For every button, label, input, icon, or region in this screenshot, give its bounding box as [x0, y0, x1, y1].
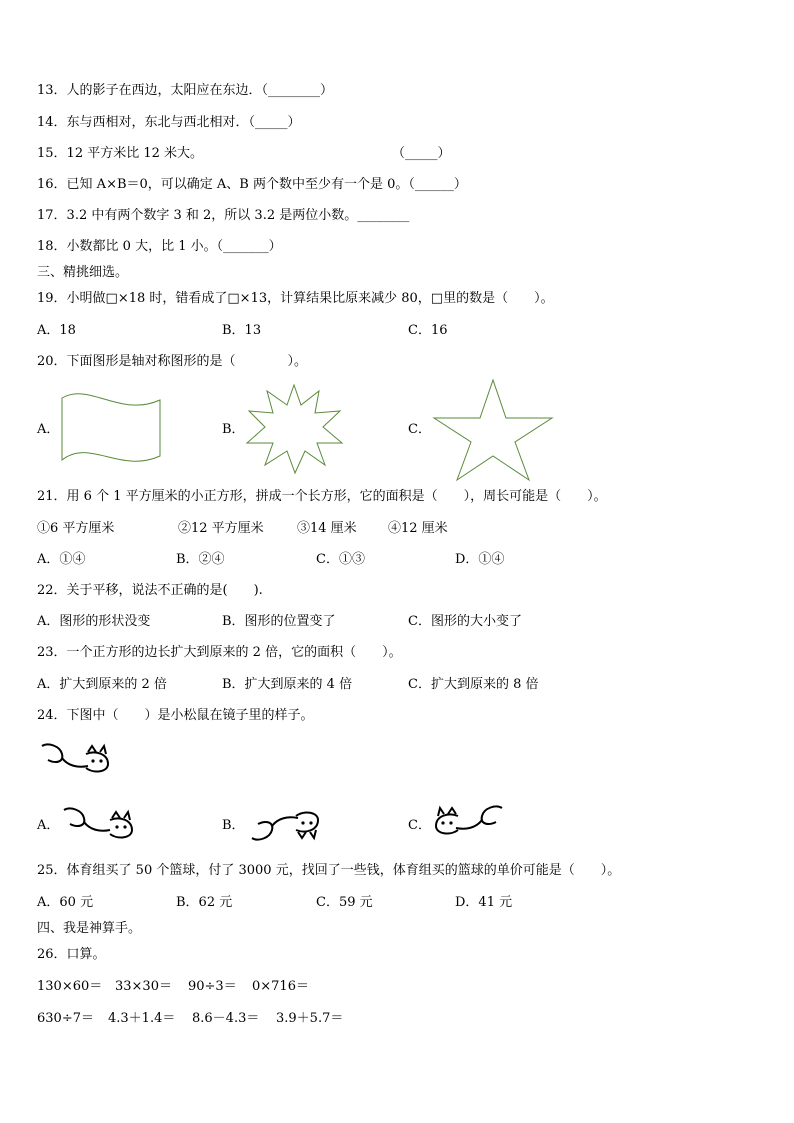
- q19-option-b: B．13: [222, 323, 262, 338]
- question-13: 13．人的影子在西边，太阳应在东边．（________）: [37, 83, 334, 98]
- q25-option-b: B．62 元: [176, 895, 233, 910]
- q25-option-c: C．59 元: [316, 895, 373, 910]
- question-19: 19．小明做□×18 时，错看成了□×13，计算结果比原来减少 80，□里的数是（ ）。: [37, 291, 554, 306]
- question-21: 21．用 6 个 1 平方厘米的小正方形，拼成一个长方形，它的面积是（ ），周长可能是（ ）。: [37, 489, 607, 504]
- section-3-heading: 三、精挑细选。: [37, 265, 129, 280]
- question-22: 22．关于平移，说法不正确的是( ).: [37, 583, 263, 598]
- five-point-star-shape: [432, 378, 554, 482]
- q21-item-1: ①6 平方厘米: [37, 521, 115, 536]
- q24-option-a: A．: [37, 818, 60, 833]
- q24-option-c: C．: [408, 818, 431, 833]
- calc-item: 8.6－4.3＝: [192, 1011, 260, 1026]
- section-4-heading: 四、我是神算手。: [37, 921, 142, 936]
- calc-item: 3.9＋5.7＝: [276, 1011, 344, 1026]
- q22-option-a: A．图形的形状没变: [37, 614, 151, 629]
- question-24: 24．下图中（ ）是小松鼠在镜子里的样子。: [37, 708, 314, 723]
- question-18: 18．小数都比 0 大，比 1 小。（_______）: [37, 239, 282, 254]
- squirrel-option-c-icon: [432, 802, 506, 842]
- question-25: 25．体育组买了 50 个篮球，付了 3000 元，找回了一些钱，体育组买的篮球的单价可能是（ ）。: [37, 863, 621, 878]
- q21-item-2: ②12 平方厘米: [178, 521, 264, 536]
- q21-option-b: B．②④: [176, 552, 225, 567]
- calc-item: 0×716＝: [252, 979, 309, 994]
- question-16: 16．已知 A×B＝0，可以确定 A、B 两个数中至少有一个是 0。（______）: [37, 177, 467, 192]
- question-26: 26．口算。: [37, 947, 106, 962]
- squirrel-option-b-icon: [248, 804, 322, 844]
- q23-option-c: C．扩大到原来的 8 倍: [408, 677, 539, 692]
- wavy-flag-shape: [60, 388, 164, 472]
- calc-item: 630÷7＝: [37, 1011, 94, 1026]
- starburst-shape: [245, 383, 343, 475]
- q21-option-d: D．①④: [455, 552, 505, 567]
- q20-option-c: C．: [408, 422, 431, 437]
- squirrel-option-a-icon: [60, 804, 136, 844]
- q21-item-3: ③14 厘米: [297, 521, 357, 536]
- question-17: 17．3.2 中有两个数字 3 和 2，所以 3.2 是两位小数。________: [37, 208, 410, 223]
- question-14: 14．东与西相对，东北与西北相对．（_____）: [37, 115, 301, 130]
- q20-option-a: A．: [37, 422, 60, 437]
- calc-item: 90÷3＝: [188, 979, 237, 994]
- question-23: 23．一个正方形的边长扩大到原来的 2 倍，它的面积（ ）。: [37, 645, 402, 660]
- q25-option-a: A．60 元: [37, 895, 94, 910]
- q19-option-a: A．18: [37, 323, 76, 338]
- calc-item: 33×30＝: [115, 979, 172, 994]
- q22-option-b: B．图形的位置变了: [222, 614, 336, 629]
- q21-option-a: A．①④: [37, 552, 86, 567]
- squirrel-original-icon: [38, 740, 112, 780]
- q24-option-b: B．: [222, 818, 245, 833]
- q23-option-b: B．扩大到原来的 4 倍: [222, 677, 353, 692]
- q21-item-4: ④12 厘米: [388, 521, 448, 536]
- question-15-blank: （_____）: [392, 146, 451, 161]
- question-15: 15．12 平方米比 12 米大。: [37, 146, 204, 161]
- q22-option-c: C．图形的大小变了: [408, 614, 522, 629]
- q23-option-a: A．扩大到原来的 2 倍: [37, 677, 167, 692]
- calc-item: 4.3＋1.4＝: [108, 1011, 176, 1026]
- q19-option-c: C．16: [408, 323, 448, 338]
- question-20: 20．下面图形是轴对称图形的是（ ）。: [37, 354, 308, 369]
- q21-option-c: C．①③: [316, 552, 365, 567]
- q25-option-d: D．41 元: [455, 895, 513, 910]
- calc-item: 130×60＝: [37, 979, 103, 994]
- q20-option-b: B．: [222, 422, 245, 437]
